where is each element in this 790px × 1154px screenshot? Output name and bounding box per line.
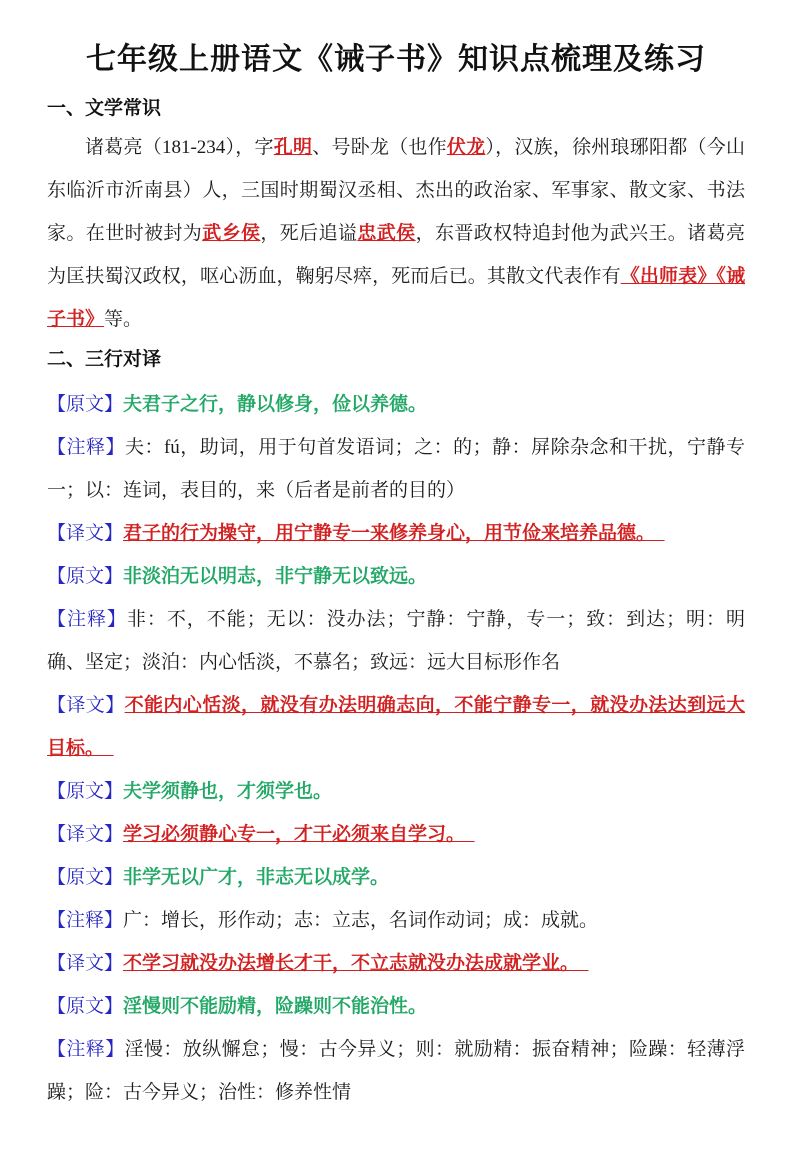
intro-text-segment: ，死后追谥 <box>260 223 358 244</box>
highlighted-term: 武乡侯 <box>202 223 261 244</box>
entry-text: 非淡泊无以明志，非宁静无以致远。 <box>123 566 428 587</box>
entry-translation <box>47 684 745 770</box>
entry-annotation <box>47 1028 745 1114</box>
entry-original <box>47 856 745 899</box>
intro-text-segment: ，东晋政权特追封他为武兴王。诸葛亮为匡扶蜀汉政权，呕心沥血，鞠躬尽瘁，死而后已。其散文代表作有 <box>47 223 745 287</box>
entry-label: 【注释】 <box>47 609 127 630</box>
entry-text: 夫君子之行，静以修身，俭以养德。 <box>123 394 428 415</box>
entry-original <box>47 383 745 426</box>
entry-text: 广：增长，形作动；志：立志，名词作动词；成：成就。 <box>123 910 599 931</box>
entry-text: 非：不，不能；无以：没办法；宁静：宁静，专一；致：到达；明：明确、坚定；淡泊：内心恬淡，不慕名；致远：远大目标形作名 <box>47 609 745 673</box>
highlighted-term: 忠武侯 <box>357 223 416 244</box>
entry-label: 【原文】 <box>47 394 124 415</box>
entry-annotation <box>47 426 745 512</box>
intro-text-segment: ），汉族，徐州琅琊阳都（今山东临沂市沂南县）人，三国时期蜀汉丞相、杰出的政治家、军事家、散文家、书法家。在世时被封为 <box>47 137 745 244</box>
entry-label: 【原文】 <box>47 996 124 1017</box>
entry-label: 【译文】 <box>47 523 124 544</box>
entry-label: 【原文】 <box>47 781 124 802</box>
intro-paragraph <box>47 126 745 341</box>
entry-text: 淫慢则不能励精，险躁则不能治性。 <box>123 996 428 1017</box>
entry-text: 不能内心恬淡，就没有办法明确志向，不能宁静专一，就没办法达到远大目标。 <box>47 695 745 759</box>
entry-text: 夫：fú，助词，用于句首发语词；之：的；静：屏除杂念和干扰，宁静专一；以：连词，表目的，来（后者是前者的目的） <box>47 437 745 501</box>
entry-label: 【注释】 <box>47 1039 125 1060</box>
entry-annotation <box>47 598 745 684</box>
intro-text-segment: 、号卧龙（也作 <box>312 137 447 158</box>
intro-text-segment: 等。 <box>104 309 143 330</box>
intro-text-segment: 诸葛亮（181-234），字 <box>85 137 274 158</box>
highlighted-term: 孔明 <box>273 137 313 158</box>
entry-original <box>47 555 745 598</box>
section-heading-literary: 一、文学常识 <box>47 98 162 119</box>
entry-text: 不学习就没办法增长才干，不立志就没办法成就学业。 <box>123 953 570 974</box>
entry-label: 【译文】 <box>47 695 125 716</box>
highlighted-term: 《出师表》《诫子书》 <box>47 266 745 330</box>
entry-text: 学习必须静心专一，才干必须来自学习。 <box>123 824 456 845</box>
translation-entries <box>47 383 745 1114</box>
entry-text: 夫学须静也，才须学也。 <box>123 781 333 802</box>
entry-text: 淫慢：放纵懈怠；慢：古今异义；则：就励精：振奋精神；险躁：轻薄浮躁；险：古今异义；治性：修养性情 <box>47 1039 745 1103</box>
entry-label: 【译文】 <box>47 824 124 845</box>
entry-translation <box>47 512 745 555</box>
entry-original <box>47 770 745 813</box>
entry-text: 君子的行为操守，用宁静专一来修养身心，用节俭来培养品德。 <box>123 523 646 544</box>
entry-label: 【注释】 <box>47 910 124 931</box>
entry-label: 【注释】 <box>47 437 125 458</box>
entry-label: 【原文】 <box>47 867 124 888</box>
entry-annotation <box>47 899 745 942</box>
entry-translation <box>47 942 745 985</box>
entry-label: 【译文】 <box>47 953 124 974</box>
section-heading-translation: 二、三行对译 <box>47 349 162 370</box>
highlighted-term: 伏龙 <box>446 137 486 158</box>
entry-translation <box>47 813 745 856</box>
page-title: 七年级上册语文《诫子书》知识点梳理及练习 <box>86 43 706 76</box>
entry-text: 非学无以广才，非志无以成学。 <box>123 867 390 888</box>
entry-original <box>47 985 745 1028</box>
entry-label: 【原文】 <box>47 566 124 587</box>
